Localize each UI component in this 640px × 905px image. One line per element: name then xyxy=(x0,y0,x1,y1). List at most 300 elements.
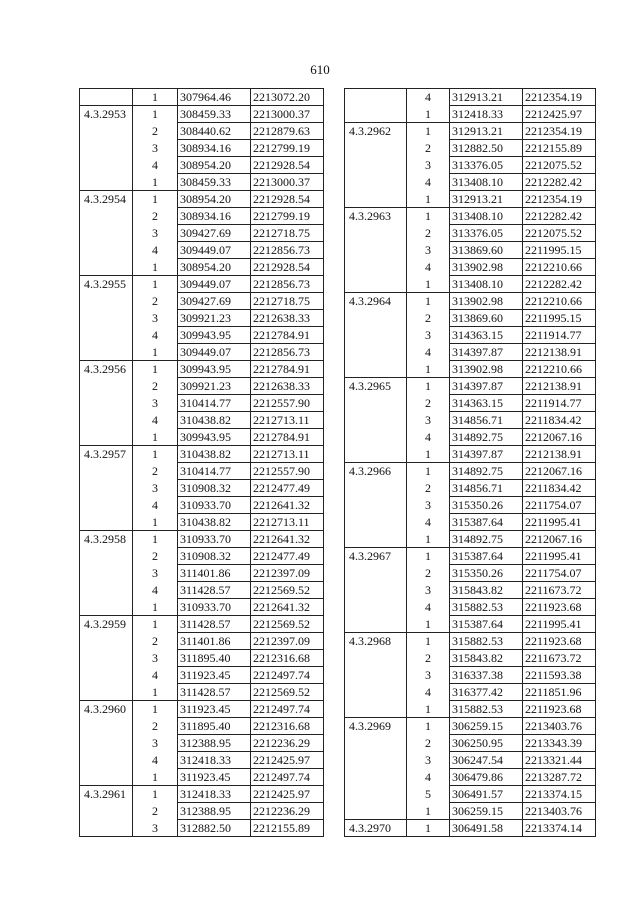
y-coordinate-cell: 2212425.97 xyxy=(251,786,324,803)
x-coordinate-cell: 308459.33 xyxy=(178,106,251,123)
table-row xyxy=(345,633,596,650)
point-number-cell: 2 xyxy=(407,650,450,667)
parcel-number-cell xyxy=(80,259,133,276)
table-row xyxy=(345,276,596,293)
x-coordinate-cell: 314892.75 xyxy=(450,429,523,446)
y-coordinate-cell: 2212282.42 xyxy=(523,276,596,293)
point-number-cell: 2 xyxy=(133,548,178,565)
point-number-cell: 1 xyxy=(407,531,450,548)
x-coordinate-cell: 312882.50 xyxy=(178,820,251,837)
table-row xyxy=(80,616,324,633)
x-coordinate-cell: 314397.87 xyxy=(450,344,523,361)
point-number-cell: 1 xyxy=(133,89,178,106)
x-coordinate-cell: 315843.82 xyxy=(450,650,523,667)
point-number-cell: 1 xyxy=(407,701,450,718)
point-number-cell: 1 xyxy=(133,276,178,293)
parcel-number-cell xyxy=(80,310,133,327)
x-coordinate-cell: 316337.38 xyxy=(450,667,523,684)
point-number-cell: 4 xyxy=(407,684,450,701)
y-coordinate-cell: 2212638.33 xyxy=(251,378,324,395)
y-coordinate-cell: 2212641.32 xyxy=(251,599,324,616)
y-coordinate-cell: 2212718.75 xyxy=(251,293,324,310)
y-coordinate-cell: 2212799.19 xyxy=(251,208,324,225)
point-number-cell: 2 xyxy=(133,293,178,310)
table-row xyxy=(345,616,596,633)
y-coordinate-cell: 2212641.32 xyxy=(251,497,324,514)
y-coordinate-cell: 2212138.91 xyxy=(523,446,596,463)
x-coordinate-cell: 308954.20 xyxy=(178,157,251,174)
table-row xyxy=(345,140,596,157)
parcel-number-cell xyxy=(80,429,133,446)
x-coordinate-cell: 315387.64 xyxy=(450,514,523,531)
parcel-number-cell: 4.3.2958 xyxy=(80,531,133,548)
parcel-number-cell xyxy=(345,174,407,191)
point-number-cell: 1 xyxy=(133,599,178,616)
x-coordinate-cell: 306247.54 xyxy=(450,752,523,769)
table-row xyxy=(345,412,596,429)
parcel-number-cell xyxy=(80,497,133,514)
parcel-number-cell xyxy=(345,140,407,157)
table-row xyxy=(345,582,596,599)
y-coordinate-cell: 2211995.41 xyxy=(523,616,596,633)
y-coordinate-cell: 2212282.42 xyxy=(523,208,596,225)
parcel-number-cell xyxy=(80,242,133,259)
x-coordinate-cell: 309427.69 xyxy=(178,293,251,310)
table-row xyxy=(80,803,324,820)
parcel-number-cell xyxy=(80,650,133,667)
x-coordinate-cell: 312418.33 xyxy=(178,752,251,769)
parcel-number-cell xyxy=(80,582,133,599)
table-row xyxy=(345,803,596,820)
x-coordinate-cell: 314397.87 xyxy=(450,378,523,395)
page-number: 610 xyxy=(310,62,330,77)
parcel-number-cell xyxy=(345,769,407,786)
point-number-cell: 4 xyxy=(407,514,450,531)
x-coordinate-cell: 312418.33 xyxy=(178,786,251,803)
point-number-cell: 1 xyxy=(133,684,178,701)
y-coordinate-cell: 2212397.09 xyxy=(251,633,324,650)
y-coordinate-cell: 2213000.37 xyxy=(251,174,324,191)
x-coordinate-cell: 315350.26 xyxy=(450,497,523,514)
parcel-number-cell: 4.3.2960 xyxy=(80,701,133,718)
x-coordinate-cell: 315387.64 xyxy=(450,548,523,565)
table-row xyxy=(80,480,324,497)
x-coordinate-cell: 313408.10 xyxy=(450,174,523,191)
table-row xyxy=(80,701,324,718)
parcel-number-cell xyxy=(345,327,407,344)
parcel-number-cell xyxy=(345,259,407,276)
parcel-number-cell xyxy=(345,106,407,123)
point-number-cell: 3 xyxy=(133,650,178,667)
x-coordinate-cell: 311923.45 xyxy=(178,769,251,786)
x-coordinate-cell: 308440.62 xyxy=(178,123,251,140)
y-coordinate-cell: 2212928.54 xyxy=(251,191,324,208)
x-coordinate-cell: 306491.58 xyxy=(450,820,523,837)
point-number-cell: 2 xyxy=(133,378,178,395)
parcel-number-cell xyxy=(80,803,133,820)
x-coordinate-cell: 314397.87 xyxy=(450,446,523,463)
table-row xyxy=(80,735,324,752)
x-coordinate-cell: 312882.50 xyxy=(450,140,523,157)
table-row xyxy=(80,327,324,344)
x-coordinate-cell: 311923.45 xyxy=(178,701,251,718)
y-coordinate-cell: 2212713.11 xyxy=(251,412,324,429)
y-coordinate-cell: 2212784.91 xyxy=(251,361,324,378)
x-coordinate-cell: 314856.71 xyxy=(450,412,523,429)
table-row xyxy=(80,157,324,174)
x-coordinate-cell: 312913.21 xyxy=(450,191,523,208)
y-coordinate-cell: 2212067.16 xyxy=(523,531,596,548)
x-coordinate-cell: 309921.23 xyxy=(178,310,251,327)
point-number-cell: 1 xyxy=(133,361,178,378)
table-row xyxy=(80,344,324,361)
x-coordinate-cell: 315350.26 xyxy=(450,565,523,582)
y-coordinate-cell: 2211923.68 xyxy=(523,633,596,650)
table-row xyxy=(80,463,324,480)
table-row xyxy=(80,599,324,616)
y-coordinate-cell: 2212210.66 xyxy=(523,293,596,310)
x-coordinate-cell: 310438.82 xyxy=(178,514,251,531)
parcel-number-cell xyxy=(80,667,133,684)
table-row xyxy=(345,599,596,616)
point-number-cell: 1 xyxy=(407,548,450,565)
point-number-cell: 4 xyxy=(133,327,178,344)
y-coordinate-cell: 2212282.42 xyxy=(523,174,596,191)
x-coordinate-cell: 316377.42 xyxy=(450,684,523,701)
parcel-number-cell: 4.3.2957 xyxy=(80,446,133,463)
x-coordinate-cell: 306479.86 xyxy=(450,769,523,786)
point-number-cell: 2 xyxy=(133,633,178,650)
point-number-cell: 1 xyxy=(407,616,450,633)
point-number-cell: 1 xyxy=(407,378,450,395)
x-coordinate-cell: 312913.21 xyxy=(450,89,523,106)
y-coordinate-cell: 2212557.90 xyxy=(251,395,324,412)
x-coordinate-cell: 310933.70 xyxy=(178,531,251,548)
point-number-cell: 1 xyxy=(133,786,178,803)
parcel-number-cell xyxy=(345,735,407,752)
x-coordinate-cell: 311428.57 xyxy=(178,616,251,633)
x-coordinate-cell: 311428.57 xyxy=(178,582,251,599)
parcel-number-cell: 4.3.2956 xyxy=(80,361,133,378)
table-row xyxy=(80,429,324,446)
table-row xyxy=(345,174,596,191)
point-number-cell: 1 xyxy=(133,514,178,531)
parcel-number-cell xyxy=(345,701,407,718)
x-coordinate-cell: 313902.98 xyxy=(450,293,523,310)
table-row xyxy=(80,684,324,701)
table-row xyxy=(345,565,596,582)
y-coordinate-cell: 2211914.77 xyxy=(523,327,596,344)
x-coordinate-cell: 313408.10 xyxy=(450,276,523,293)
point-number-cell: 2 xyxy=(407,735,450,752)
table-row xyxy=(80,378,324,395)
x-coordinate-cell: 306259.15 xyxy=(450,718,523,735)
y-coordinate-cell: 2212497.74 xyxy=(251,769,324,786)
parcel-number-cell xyxy=(345,89,407,106)
y-coordinate-cell: 2211754.07 xyxy=(523,497,596,514)
parcel-number-cell xyxy=(80,378,133,395)
point-number-cell: 1 xyxy=(407,361,450,378)
point-number-cell: 4 xyxy=(133,752,178,769)
parcel-number-cell xyxy=(80,820,133,837)
parcel-number-cell: 4.3.2962 xyxy=(345,123,407,140)
parcel-number-cell xyxy=(345,344,407,361)
parcel-number-cell xyxy=(345,786,407,803)
y-coordinate-cell: 2211995.41 xyxy=(523,514,596,531)
x-coordinate-cell: 315387.64 xyxy=(450,616,523,633)
table-row xyxy=(80,395,324,412)
y-coordinate-cell: 2211851.96 xyxy=(523,684,596,701)
x-coordinate-cell: 308934.16 xyxy=(178,140,251,157)
x-coordinate-cell: 311401.86 xyxy=(178,633,251,650)
point-number-cell: 1 xyxy=(133,191,178,208)
table-row xyxy=(80,106,324,123)
parcel-number-cell xyxy=(80,412,133,429)
table-row xyxy=(80,276,324,293)
table-row xyxy=(80,293,324,310)
x-coordinate-cell: 314856.71 xyxy=(450,480,523,497)
y-coordinate-cell: 2212354.19 xyxy=(523,123,596,140)
y-coordinate-cell: 2212638.33 xyxy=(251,310,324,327)
right-coordinates-table xyxy=(344,88,596,837)
x-coordinate-cell: 313902.98 xyxy=(450,259,523,276)
y-coordinate-cell: 2212928.54 xyxy=(251,157,324,174)
table-row xyxy=(345,548,596,565)
parcel-number-cell xyxy=(80,140,133,157)
y-coordinate-cell: 2212928.54 xyxy=(251,259,324,276)
x-coordinate-cell: 313376.05 xyxy=(450,157,523,174)
table-row xyxy=(345,378,596,395)
table-row xyxy=(345,293,596,310)
table-row xyxy=(345,157,596,174)
table-row xyxy=(345,769,596,786)
right-table-body xyxy=(345,89,596,837)
point-number-cell: 1 xyxy=(407,293,450,310)
parcel-number-cell xyxy=(80,684,133,701)
parcel-number-cell: 4.3.2954 xyxy=(80,191,133,208)
table-row xyxy=(345,480,596,497)
x-coordinate-cell: 311895.40 xyxy=(178,718,251,735)
point-number-cell: 1 xyxy=(407,208,450,225)
point-number-cell: 4 xyxy=(407,259,450,276)
x-coordinate-cell: 313869.60 xyxy=(450,310,523,327)
x-coordinate-cell: 309449.07 xyxy=(178,344,251,361)
parcel-number-cell xyxy=(345,599,407,616)
y-coordinate-cell: 2212856.73 xyxy=(251,344,324,361)
parcel-number-cell xyxy=(345,242,407,259)
parcel-number-cell xyxy=(345,157,407,174)
parcel-number-cell xyxy=(345,395,407,412)
y-coordinate-cell: 2213374.15 xyxy=(523,786,596,803)
point-number-cell: 1 xyxy=(133,429,178,446)
table-row xyxy=(80,123,324,140)
y-coordinate-cell: 2212569.52 xyxy=(251,684,324,701)
point-number-cell: 2 xyxy=(133,803,178,820)
table-row xyxy=(80,361,324,378)
point-number-cell: 4 xyxy=(133,412,178,429)
y-coordinate-cell: 2211914.77 xyxy=(523,395,596,412)
x-coordinate-cell: 310438.82 xyxy=(178,446,251,463)
y-coordinate-cell: 2211754.07 xyxy=(523,565,596,582)
parcel-number-cell xyxy=(345,531,407,548)
point-number-cell: 2 xyxy=(407,225,450,242)
table-row xyxy=(80,650,324,667)
point-number-cell: 1 xyxy=(407,106,450,123)
x-coordinate-cell: 312418.33 xyxy=(450,106,523,123)
y-coordinate-cell: 2212856.73 xyxy=(251,276,324,293)
point-number-cell: 1 xyxy=(133,259,178,276)
point-number-cell: 1 xyxy=(133,531,178,548)
point-number-cell: 1 xyxy=(407,276,450,293)
y-coordinate-cell: 2212425.97 xyxy=(251,752,324,769)
y-coordinate-cell: 2212856.73 xyxy=(251,242,324,259)
point-number-cell: 1 xyxy=(407,446,450,463)
table-row xyxy=(80,208,324,225)
parcel-number-cell xyxy=(80,293,133,310)
x-coordinate-cell: 309943.95 xyxy=(178,327,251,344)
point-number-cell: 4 xyxy=(133,497,178,514)
point-number-cell: 4 xyxy=(407,429,450,446)
table-row xyxy=(80,446,324,463)
left-coordinates-table xyxy=(79,88,324,837)
parcel-number-cell xyxy=(345,191,407,208)
y-coordinate-cell: 2212316.68 xyxy=(251,718,324,735)
y-coordinate-cell: 2213287.72 xyxy=(523,769,596,786)
parcel-number-cell xyxy=(80,123,133,140)
table-row xyxy=(80,633,324,650)
parcel-number-cell xyxy=(345,803,407,820)
table-row xyxy=(345,344,596,361)
parcel-number-cell: 4.3.2969 xyxy=(345,718,407,735)
point-number-cell: 3 xyxy=(407,582,450,599)
y-coordinate-cell: 2212718.75 xyxy=(251,225,324,242)
y-coordinate-cell: 2212569.52 xyxy=(251,582,324,599)
table-row xyxy=(80,497,324,514)
y-coordinate-cell: 2212569.52 xyxy=(251,616,324,633)
y-coordinate-cell: 2212713.11 xyxy=(251,514,324,531)
x-coordinate-cell: 315882.53 xyxy=(450,701,523,718)
parcel-number-cell xyxy=(80,157,133,174)
table-row xyxy=(345,429,596,446)
point-number-cell: 4 xyxy=(133,242,178,259)
y-coordinate-cell: 2213403.76 xyxy=(523,803,596,820)
x-coordinate-cell: 312388.95 xyxy=(178,803,251,820)
y-coordinate-cell: 2212236.29 xyxy=(251,735,324,752)
x-coordinate-cell: 309449.07 xyxy=(178,276,251,293)
point-number-cell: 1 xyxy=(133,344,178,361)
parcel-number-cell xyxy=(345,276,407,293)
y-coordinate-cell: 2212713.11 xyxy=(251,446,324,463)
table-row xyxy=(345,531,596,548)
point-number-cell: 2 xyxy=(407,140,450,157)
point-number-cell: 3 xyxy=(407,667,450,684)
table-row xyxy=(80,718,324,735)
x-coordinate-cell: 315882.53 xyxy=(450,599,523,616)
y-coordinate-cell: 2211995.15 xyxy=(523,242,596,259)
point-number-cell: 3 xyxy=(407,752,450,769)
table-row xyxy=(80,242,324,259)
y-coordinate-cell: 2212067.16 xyxy=(523,463,596,480)
x-coordinate-cell: 306259.15 xyxy=(450,803,523,820)
point-number-cell: 3 xyxy=(133,225,178,242)
table-row xyxy=(80,582,324,599)
y-coordinate-cell: 2212138.91 xyxy=(523,378,596,395)
table-row xyxy=(80,548,324,565)
table-row xyxy=(345,191,596,208)
table-row xyxy=(80,514,324,531)
table-row xyxy=(345,497,596,514)
point-number-cell: 3 xyxy=(407,242,450,259)
y-coordinate-cell: 2212067.16 xyxy=(523,429,596,446)
x-coordinate-cell: 310414.77 xyxy=(178,395,251,412)
parcel-number-cell xyxy=(345,412,407,429)
point-number-cell: 4 xyxy=(133,157,178,174)
y-coordinate-cell: 2213321.44 xyxy=(523,752,596,769)
point-number-cell: 3 xyxy=(133,140,178,157)
point-number-cell: 3 xyxy=(133,565,178,582)
table-row xyxy=(345,820,596,837)
left-table-body xyxy=(80,89,324,837)
parcel-number-cell xyxy=(80,327,133,344)
y-coordinate-cell: 2211673.72 xyxy=(523,650,596,667)
parcel-number-cell xyxy=(345,225,407,242)
point-number-cell: 1 xyxy=(133,446,178,463)
parcel-number-cell xyxy=(80,735,133,752)
point-number-cell: 4 xyxy=(407,174,450,191)
y-coordinate-cell: 2212497.74 xyxy=(251,701,324,718)
y-coordinate-cell: 2213343.39 xyxy=(523,735,596,752)
table-row xyxy=(345,650,596,667)
y-coordinate-cell: 2212784.91 xyxy=(251,327,324,344)
y-coordinate-cell: 2212477.49 xyxy=(251,548,324,565)
y-coordinate-cell: 2212354.19 xyxy=(523,89,596,106)
table-row xyxy=(80,820,324,837)
parcel-number-cell xyxy=(80,769,133,786)
y-coordinate-cell: 2212236.29 xyxy=(251,803,324,820)
table-row xyxy=(80,769,324,786)
y-coordinate-cell: 2211923.68 xyxy=(523,701,596,718)
point-number-cell: 3 xyxy=(133,735,178,752)
x-coordinate-cell: 310933.70 xyxy=(178,497,251,514)
parcel-number-cell: 4.3.2955 xyxy=(80,276,133,293)
y-coordinate-cell: 2213000.37 xyxy=(251,106,324,123)
parcel-number-cell: 4.3.2953 xyxy=(80,106,133,123)
point-number-cell: 4 xyxy=(407,599,450,616)
parcel-number-cell xyxy=(80,548,133,565)
y-coordinate-cell: 2212799.19 xyxy=(251,140,324,157)
y-coordinate-cell: 2213403.76 xyxy=(523,718,596,735)
x-coordinate-cell: 308954.20 xyxy=(178,259,251,276)
parcel-number-cell: 4.3.2968 xyxy=(345,633,407,650)
y-coordinate-cell: 2212155.89 xyxy=(523,140,596,157)
y-coordinate-cell: 2211995.41 xyxy=(523,548,596,565)
x-coordinate-cell: 310438.82 xyxy=(178,412,251,429)
table-row xyxy=(80,667,324,684)
table-row xyxy=(80,225,324,242)
parcel-number-cell xyxy=(345,361,407,378)
parcel-number-cell xyxy=(345,684,407,701)
point-number-cell: 1 xyxy=(133,769,178,786)
table-row xyxy=(345,310,596,327)
parcel-number-cell xyxy=(80,752,133,769)
point-number-cell: 3 xyxy=(407,497,450,514)
table-row xyxy=(80,310,324,327)
y-coordinate-cell: 2213072.20 xyxy=(251,89,324,106)
parcel-number-cell xyxy=(345,752,407,769)
parcel-number-cell xyxy=(345,480,407,497)
parcel-number-cell: 4.3.2959 xyxy=(80,616,133,633)
point-number-cell: 2 xyxy=(407,310,450,327)
